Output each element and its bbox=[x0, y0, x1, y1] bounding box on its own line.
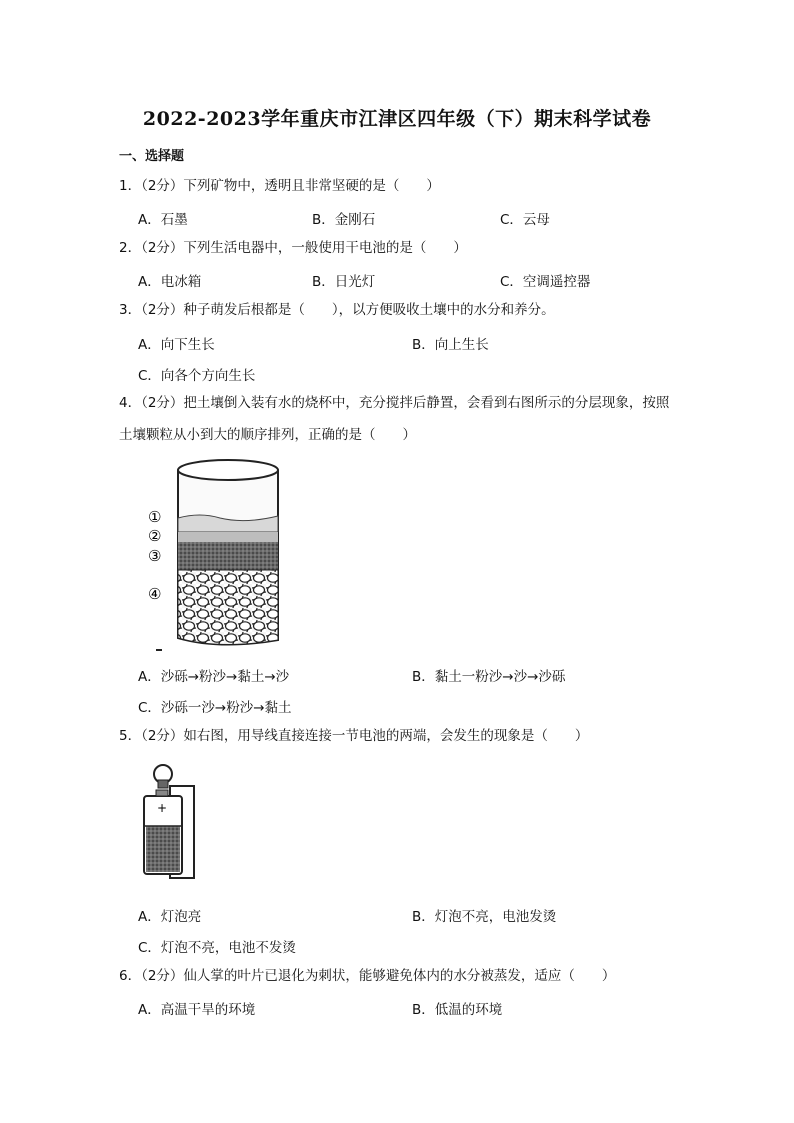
question-4-option-a[interactable]: A．沙砾→粉沙→黏土→沙 bbox=[138, 669, 290, 685]
question-2-option-b[interactable]: B．日光灯 bbox=[312, 274, 376, 290]
layer-2 bbox=[178, 532, 278, 542]
figure-label-2: ② bbox=[148, 527, 162, 545]
question-2-stem: 2．（2分）下列生活电器中，一般使用干电池的是（ ） bbox=[119, 240, 467, 256]
battery-bulb-figure bbox=[136, 760, 198, 886]
question-1-stem: 1．（2分）下列矿物中，透明且非常坚硬的是（ ） bbox=[119, 178, 440, 194]
question-5-option-c[interactable]: C．灯泡不亮，电池不发烫 bbox=[138, 940, 296, 956]
question-5-option-a[interactable]: A．灯泡亮 bbox=[138, 909, 202, 925]
question-2-option-a[interactable]: A．电冰箱 bbox=[138, 274, 202, 290]
question-1-option-b[interactable]: B．金刚石 bbox=[312, 212, 376, 228]
section-heading: 一、选择题 bbox=[119, 149, 185, 164]
question-5-stem: 5．（2分）如右图，用导线直接连接一节电池的两端，会发生的现象是（ ） bbox=[119, 728, 589, 744]
question-2-option-c[interactable]: C．空调遥控器 bbox=[500, 274, 591, 290]
question-3-option-b[interactable]: B．向上生长 bbox=[412, 337, 489, 353]
question-3-option-a[interactable]: A．向下生长 bbox=[138, 337, 215, 353]
layer-3 bbox=[178, 542, 278, 570]
question-4-option-b[interactable]: B．黏土一粉沙→沙→沙砾 bbox=[412, 669, 566, 685]
question-4-stem: 4．（2分）把土壤倒入装有水的烧杯中，充分搅拌后静置，会看到右图所示的分层现象，按照土壤颗粒从小到大的顺序排列，正确的是（ ） bbox=[119, 395, 670, 443]
question-6-option-a[interactable]: A．高温干旱的环境 bbox=[138, 1002, 256, 1018]
figure-label-1: ① bbox=[148, 508, 162, 526]
layer-4 bbox=[178, 570, 278, 645]
question-3-stem: 3．（2分）种子萌发后根都是（ ），以方便吸收土壤中的水分和养分。 bbox=[119, 302, 555, 318]
question-3-option-c[interactable]: C．向各个方向生长 bbox=[138, 368, 256, 384]
question-1-option-a[interactable]: A．石墨 bbox=[138, 212, 188, 228]
figure-label-3: ③ bbox=[148, 547, 162, 565]
question-4-option-c[interactable]: C．沙砾一沙→粉沙→黏土 bbox=[138, 700, 292, 716]
figure-label-4: ④ bbox=[148, 585, 162, 603]
question-6-stem: 6．（2分）仙人掌的叶片已退化为刺状，能够避免体内的水分被蒸发，适应（ ） bbox=[119, 968, 616, 984]
beaker-soil-layers-figure bbox=[140, 452, 300, 654]
question-6-option-b[interactable]: B．低温的环境 bbox=[412, 1002, 503, 1018]
page-title: 2022-2023学年重庆市江津区四年级（下）期末科学试卷 bbox=[142, 108, 652, 130]
plus-sign: + bbox=[157, 801, 168, 815]
question-5-option-b[interactable]: B．灯泡不亮，电池发烫 bbox=[412, 909, 557, 925]
question-1-option-c[interactable]: C．云母 bbox=[500, 212, 550, 228]
